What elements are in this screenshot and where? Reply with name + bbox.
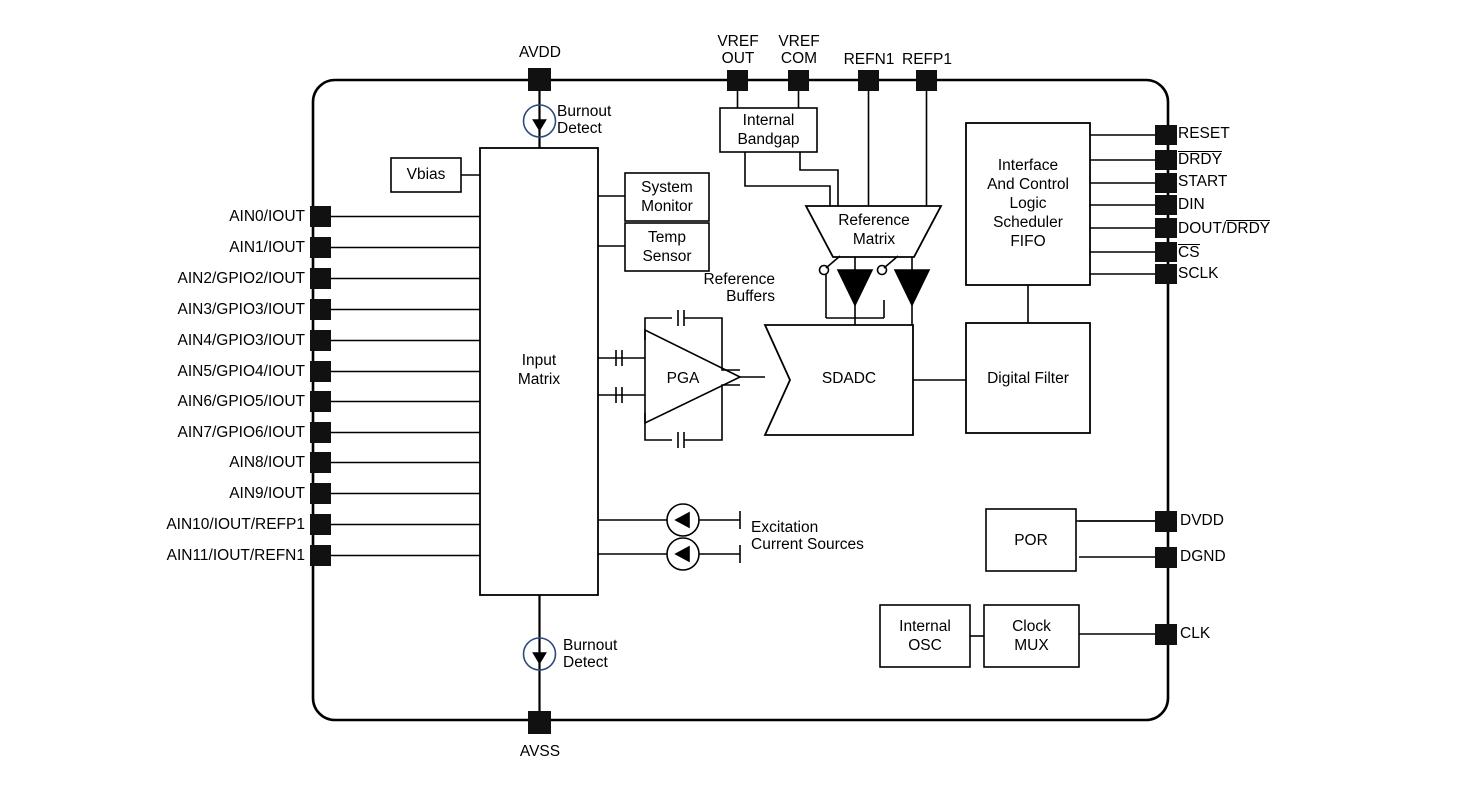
pin-label-refn1: REFN1 [843, 51, 895, 68]
pad-avss [528, 711, 551, 734]
pad-vref-out [727, 70, 748, 91]
right-pins-group [1079, 125, 1177, 645]
label-internal-osc: Internal OSC [899, 618, 951, 654]
label-clock-mux: Clock MUX [1012, 618, 1051, 654]
pin-label-ain7: AIN7/GPIO6/IOUT [177, 424, 305, 441]
pin-label-ain8: AIN8/IOUT [229, 454, 305, 471]
pad-ain9 [310, 483, 331, 504]
pin-label-drdy-text: DRDY [1178, 151, 1222, 168]
pad-ain7 [310, 422, 331, 443]
label-burnout-detect-top: Burnout Detect [557, 103, 612, 137]
pin-label-avdd: AVDD [519, 44, 561, 61]
pin-label-dgnd: DGND [1180, 548, 1226, 565]
pin-label-ain9: AIN9/IOUT [229, 485, 305, 502]
label-reference-matrix: Reference Matrix [838, 212, 910, 248]
pad-clk [1155, 624, 1177, 645]
pad-ain10 [310, 514, 331, 535]
pin-label-dout-drdy-bar: DRDY [1226, 220, 1271, 237]
pad-ain5 [310, 361, 331, 382]
pad-avdd [528, 68, 551, 91]
label-digital-filter: Digital Filter [987, 370, 1069, 387]
label-reference-buffers: Reference Buffers [703, 271, 775, 305]
pad-ain4 [310, 330, 331, 351]
pad-ain0 [310, 206, 331, 227]
pad-ain8 [310, 452, 331, 473]
pad-ain3 [310, 299, 331, 320]
pad-cs [1155, 242, 1177, 262]
pad-din [1155, 195, 1177, 215]
pin-label-ain11: AIN11/IOUT/REFN1 [166, 547, 305, 564]
label-input-matrix: Input Matrix [517, 352, 561, 388]
pin-label-ain2: AIN2/GPIO2/IOUT [177, 270, 305, 287]
pad-ain6 [310, 391, 331, 412]
pin-label-vref-out: VREF OUT [717, 33, 759, 67]
pad-ain11 [310, 545, 331, 566]
pin-label-sclk: SCLK [1178, 265, 1219, 282]
pad-dout-drdy [1155, 218, 1177, 238]
pad-vref-com [788, 70, 809, 91]
label-pga: PGA [666, 370, 700, 387]
label-por: POR [1014, 532, 1048, 549]
label-system-monitor: System Monitor [641, 179, 693, 215]
label-sdadc: SDADC [821, 370, 877, 387]
excitation-current-sources-group [598, 504, 740, 570]
pin-label-clk: CLK [1180, 625, 1211, 642]
pin-label-cs [1178, 244, 1200, 261]
pad-sclk [1155, 264, 1177, 284]
label-internal-bandgap: Internal Bandgap [737, 112, 800, 148]
pin-label-ain3: AIN3/GPIO3/IOUT [177, 301, 305, 318]
pin-label-dvdd: DVDD [1180, 512, 1224, 529]
pin-label-ain10: AIN10/IOUT/REFP1 [166, 516, 305, 533]
label-interface-control: Interface And Control Logic Scheduler FIFO [987, 157, 1069, 250]
pin-label-ain1: AIN1/IOUT [229, 239, 305, 256]
pin-label-drdy [1178, 151, 1222, 168]
label-excitation-current-sources: Excitation Current Sources [751, 519, 864, 553]
pad-drdy [1155, 150, 1177, 170]
left-pins-group [310, 206, 480, 566]
label-burnout-detect-bottom: Burnout Detect [563, 637, 618, 671]
pin-label-avss: AVSS [519, 743, 561, 760]
pad-refp1 [916, 70, 937, 91]
pin-label-dout-prefix: DOUT/ [1178, 220, 1227, 237]
pad-ain1 [310, 237, 331, 258]
pin-label-cs-text: CS [1178, 244, 1200, 261]
pin-label-vref-com: VREF COM [778, 33, 820, 67]
pin-label-ain5: AIN5/GPIO4/IOUT [177, 363, 305, 380]
pin-label-reset: RESET [1178, 125, 1230, 142]
pin-label-refp1: REFP1 [902, 51, 952, 68]
pin-label-din: DIN [1178, 196, 1205, 213]
label-vbias: Vbias [406, 166, 446, 183]
label-temp-sensor: Temp Sensor [642, 229, 692, 265]
pin-label-ain4: AIN4/GPIO3/IOUT [177, 332, 305, 349]
pad-dgnd [1155, 547, 1177, 568]
pad-reset [1155, 125, 1177, 145]
pin-label-ain0: AIN0/IOUT [229, 208, 305, 225]
pad-start [1155, 173, 1177, 193]
pad-refn1 [858, 70, 879, 91]
pad-dvdd [1155, 511, 1177, 532]
reference-buffers-group [820, 256, 930, 318]
pin-label-dout-drdy [1178, 220, 1270, 237]
pin-label-ain6: AIN6/GPIO5/IOUT [177, 393, 305, 410]
pin-label-start: START [1178, 173, 1228, 190]
pad-ain2 [310, 268, 331, 289]
